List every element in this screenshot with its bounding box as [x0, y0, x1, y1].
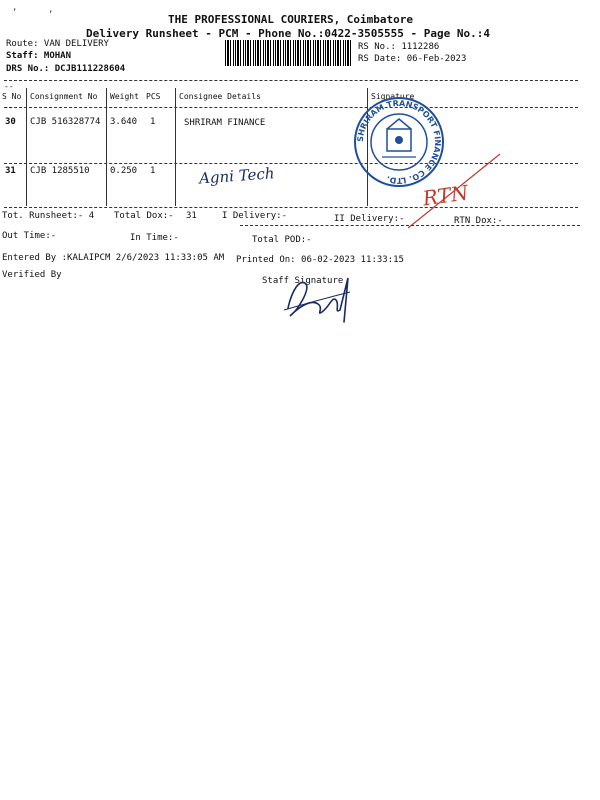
row-sno: 30	[5, 117, 16, 127]
col-header-pcs: PCS	[146, 92, 161, 101]
printed-on: Printed On: 06-02-2023 11:33:15	[236, 255, 404, 265]
total-dox-label: Total Dox:-	[114, 211, 174, 221]
row-pcs: 1	[150, 117, 156, 127]
rtn-dox: RTN Dox:-	[454, 216, 503, 226]
tot-runsheet: Tot. Runsheet:- 4	[2, 211, 95, 221]
runsheet-subtitle: Delivery Runsheet - PCM - Phone No.:0422-3505555 - Page No.:4	[86, 27, 490, 40]
drs-number: DRS No.: DCJB111228604	[6, 64, 126, 74]
ii-delivery: II Delivery:-	[334, 214, 405, 224]
row-weight: 3.640	[110, 117, 138, 127]
column-divider	[175, 88, 176, 206]
verified-by: Verified By	[2, 270, 62, 280]
stamp-text: SHRIRAM TRANSPORT FINANCE CO. LTD.	[355, 98, 443, 186]
col-header-consignee: Consignee Details	[179, 92, 261, 101]
row-weight: 0.250	[110, 166, 138, 176]
i-delivery: I Delivery:-	[222, 211, 288, 221]
row-consignment: CJB 1285510	[30, 166, 90, 176]
rtn-mark-text: RTN	[421, 180, 470, 211]
route-label: Route: VAN DELIVERY	[6, 39, 109, 49]
col-header-signature: Signature	[371, 92, 415, 101]
staff-signature-scribble	[278, 270, 368, 330]
col-header-sno: S No	[2, 92, 22, 101]
in-time: In Time:-	[130, 233, 179, 243]
row-consignment: CJB 516328774	[30, 117, 101, 127]
corner-mark-left: ,	[12, 3, 18, 13]
column-divider	[106, 88, 107, 206]
rs-number: RS No.: 1112286	[358, 42, 440, 52]
staff-signature-label: Staff Signature	[262, 276, 344, 286]
corner-mark-right: ,	[48, 5, 54, 15]
row-consignee: SHRIRAM FINANCE	[184, 118, 266, 128]
entered-by: Entered By :KALAIPCM 2/6/2023 11:33:05 AM	[2, 253, 225, 263]
table-top-rule	[4, 80, 578, 81]
company-title: THE PROFESSIONAL COURIERS, Coimbatore	[168, 13, 414, 26]
summary-rule	[240, 225, 580, 226]
column-divider	[26, 88, 27, 206]
out-time: Out Time:-	[2, 231, 57, 241]
staff-label: Staff: MOHAN	[6, 51, 72, 61]
col-header-consignment: Consignment No	[30, 92, 98, 101]
dash-mark: --	[4, 82, 14, 91]
header-rule	[4, 107, 578, 108]
barcode	[225, 40, 353, 66]
row-pcs: 1	[150, 166, 156, 176]
row-sno: 31	[5, 166, 16, 176]
handwritten-consignee	[195, 160, 285, 190]
handwritten-consignee-text: Agni Tech	[198, 164, 276, 188]
total-dox-value: 31	[186, 211, 197, 221]
rs-date: RS Date: 06-Feb-2023	[358, 54, 467, 64]
dash-mark: --	[4, 103, 14, 112]
total-pod: Total POD:-	[252, 235, 312, 245]
col-header-weight: Weight	[110, 92, 139, 101]
